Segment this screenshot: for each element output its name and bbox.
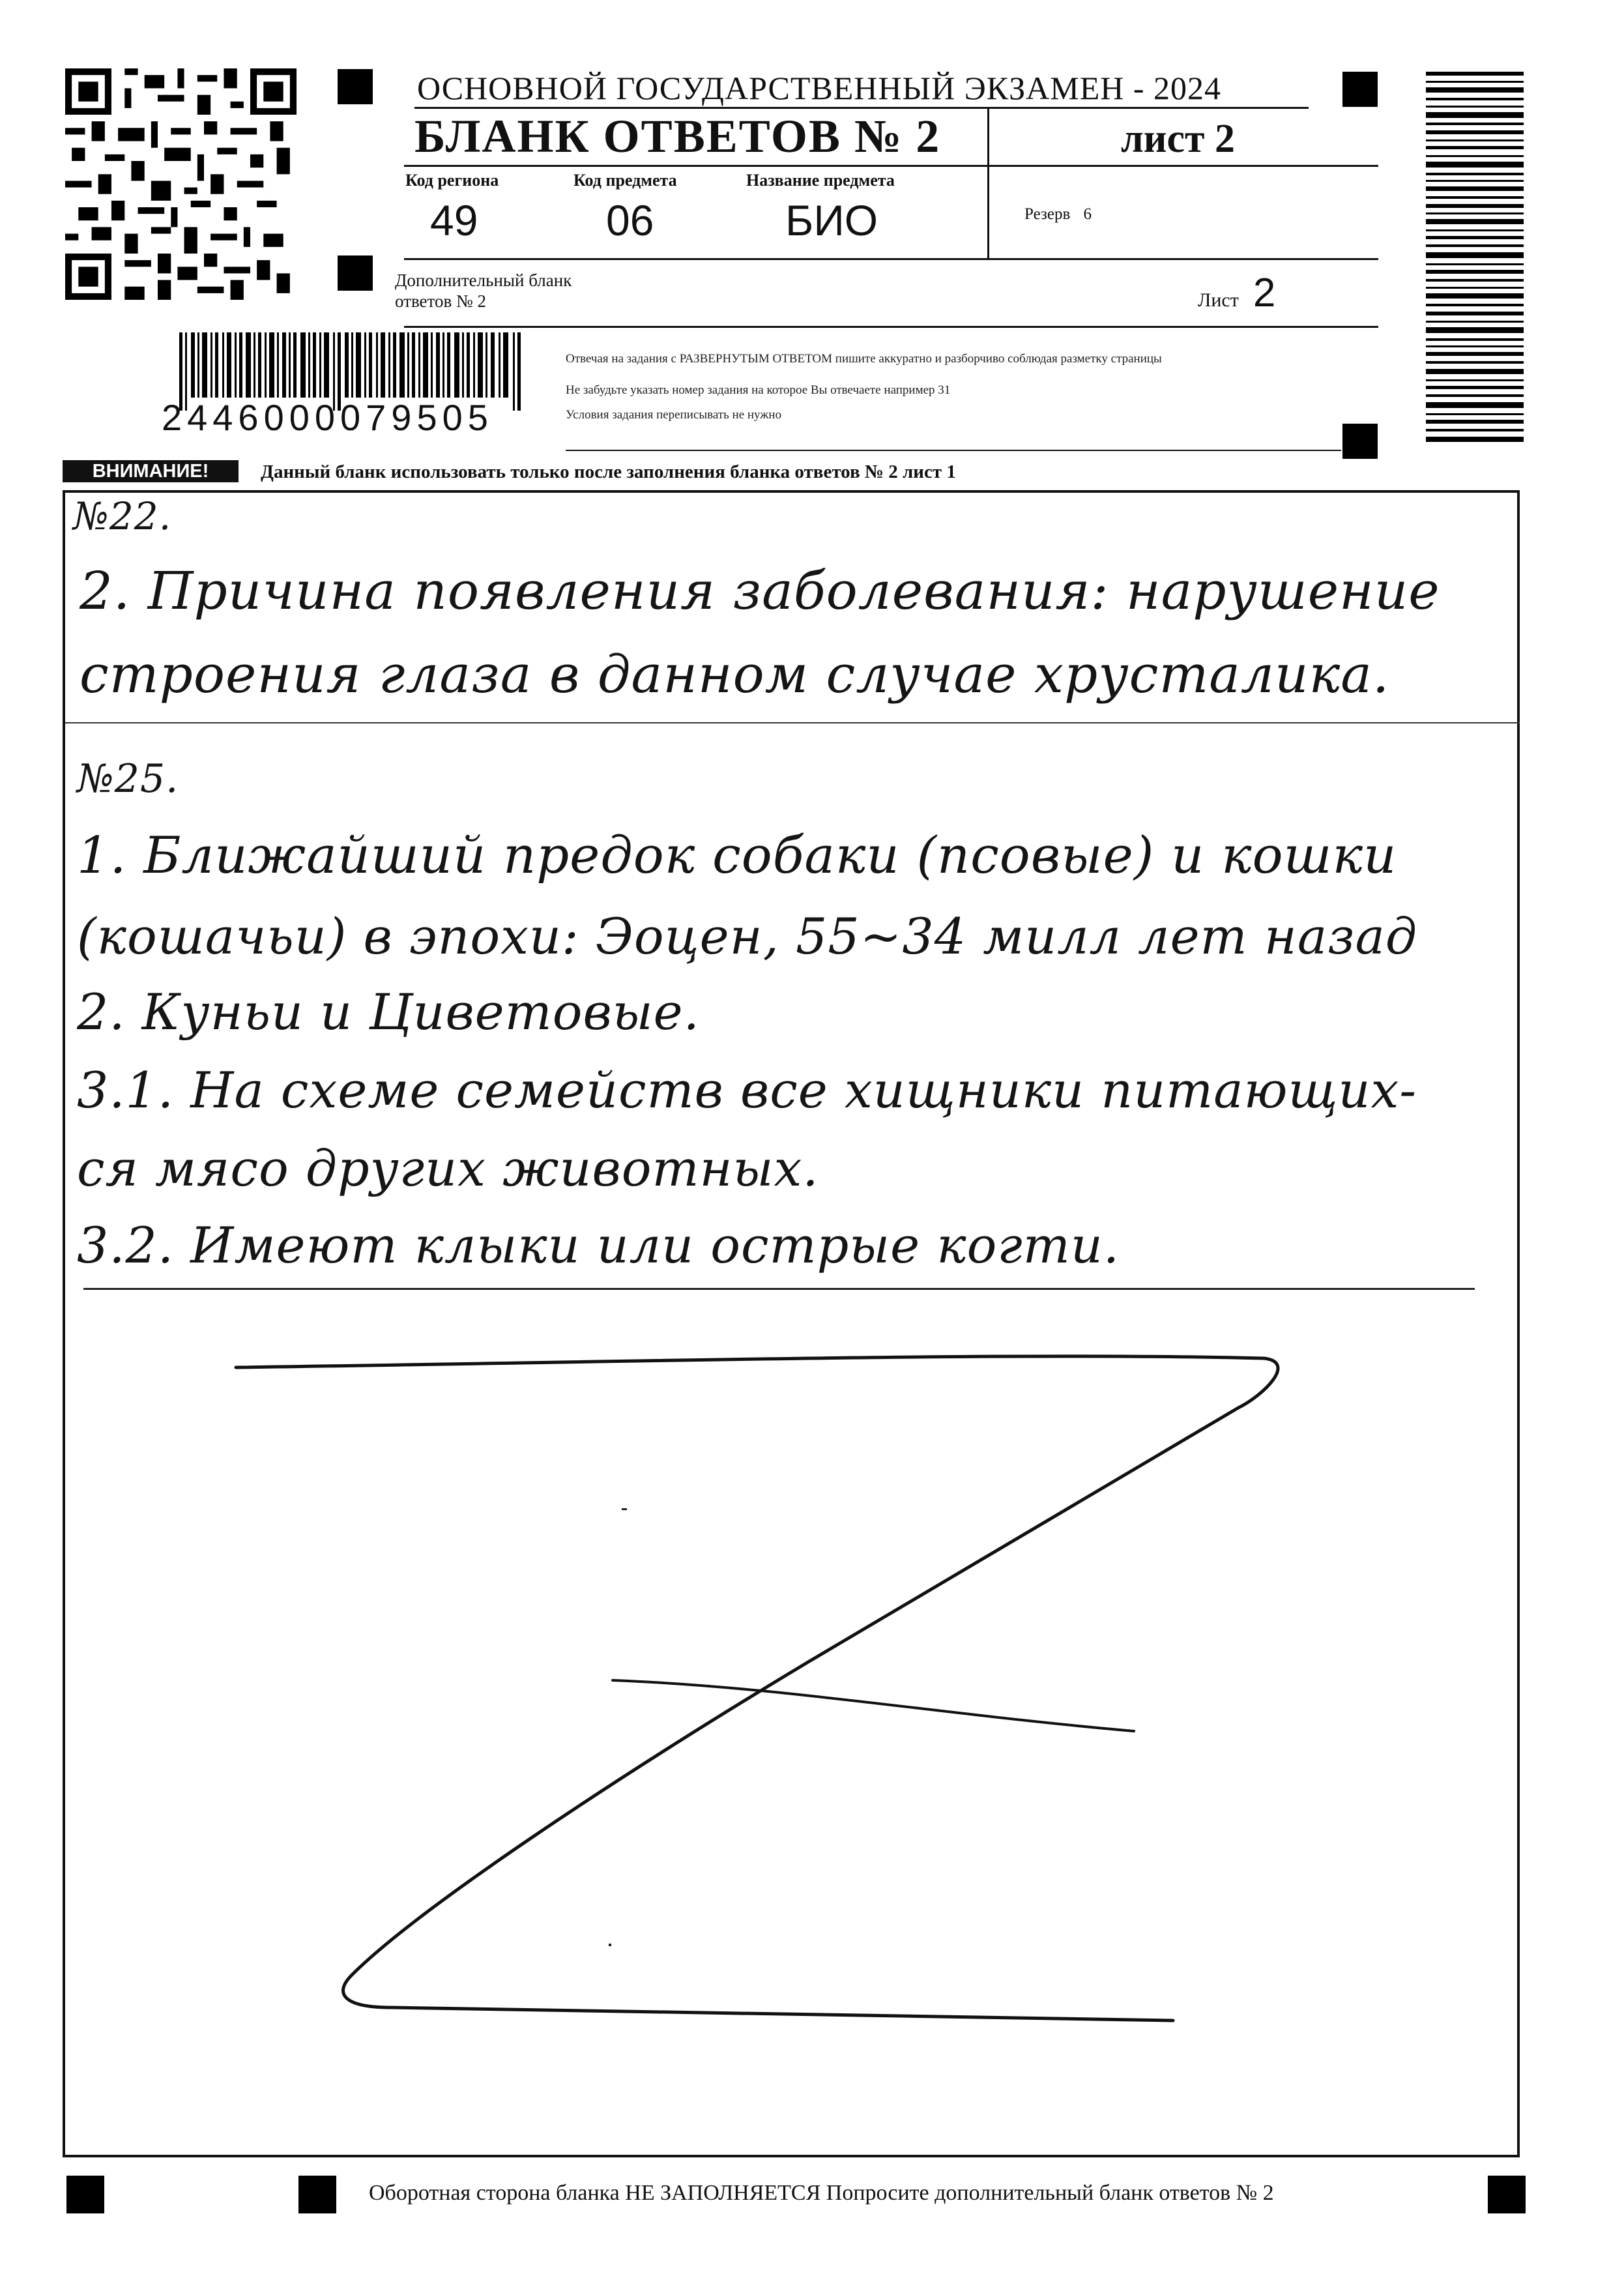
task-25-header: №25.	[77, 756, 179, 802]
task-25-line: 2. Куньи и Циветовые.	[77, 983, 700, 1041]
region-code-value: 49	[430, 196, 478, 244]
alignment-marker	[298, 2176, 336, 2213]
sheet-number	[1198, 270, 1275, 316]
subject-code-value: 06	[606, 196, 654, 244]
alignment-marker	[338, 69, 373, 104]
sheet-label: лист 2	[1121, 117, 1235, 161]
task-22-line: строения глаза в данном случае хрусталика.	[80, 644, 1390, 705]
reserve-field	[1024, 205, 1092, 224]
subject-name-value: БИО	[785, 196, 878, 244]
task-25-line: 1. Ближайший предок собаки (псовые) и кошки	[77, 826, 1397, 885]
attention-badge: ВНИМАНИЕ!	[63, 460, 239, 482]
reserve-value: 6	[1083, 205, 1092, 223]
region-code-label: Код региона	[405, 171, 499, 190]
task-25-line: 3.2. Имеют клыки или острые когти.	[77, 1216, 1120, 1274]
footer-note: Оборотная сторона бланка НЕ ЗАПОЛНЯЕТСЯ Попросите дополнительный бланк ответов № 2	[369, 2181, 1274, 2205]
exam-title: ОСНОВНОЙ ГОСУДАРСТВЕННЫЙ ЭКЗАМЕН - 2024	[417, 70, 1221, 106]
answer-end-line	[83, 1288, 1475, 1290]
task-25-line: ся мясо других животных.	[77, 1139, 819, 1197]
alignment-marker	[66, 2176, 104, 2213]
instruction-line: Условия задания переписывать не нужно	[566, 408, 782, 422]
attention-text: Данный бланк использовать только после заполнения бланка ответов № 2 лист 1	[261, 461, 956, 482]
task-25-line: (кошачьи) в эпохи: Эоцен, 55~34 милл лет назад	[77, 907, 1418, 965]
alignment-marker	[1342, 424, 1378, 459]
alignment-marker	[1488, 2176, 1526, 2213]
side-barcode	[1426, 72, 1524, 446]
sheet-number-value: 2	[1253, 270, 1276, 315]
alignment-marker	[1342, 72, 1378, 107]
reserve-label: Резерв	[1024, 205, 1071, 223]
cross-out-mark	[222, 1336, 1329, 2066]
subject-code-label: Код предмета	[573, 171, 677, 190]
task-22-line: 2. Причина появления заболевания: нарушение	[80, 561, 1440, 621]
task-22-header: №22.	[73, 494, 172, 538]
instruction-line: Отвечая на задания с РАЗВЕРНУТЫМ ОТВЕТОМ пишите аккуратно и разборчиво соблюдая разметку страницы	[566, 352, 1162, 366]
task-25-line: 3.1. На схеме семейств все хищники питающих-	[77, 1061, 1417, 1119]
qr-code	[65, 68, 297, 300]
instruction-line: Не забудьте указать номер задания на которое Вы отвечаете например 31	[566, 383, 951, 397]
subject-name-label: Название предмета	[746, 171, 895, 190]
alignment-marker	[338, 255, 373, 291]
sheet-number-label: Лист	[1198, 289, 1239, 311]
additional-form-label: Дополнительный бланк ответов № 2	[395, 270, 572, 311]
form-title: БЛАНК ОТВЕТОВ № 2	[414, 110, 941, 162]
answer-separator	[65, 722, 1520, 723]
barcode-number: 2446000079505	[162, 397, 493, 438]
